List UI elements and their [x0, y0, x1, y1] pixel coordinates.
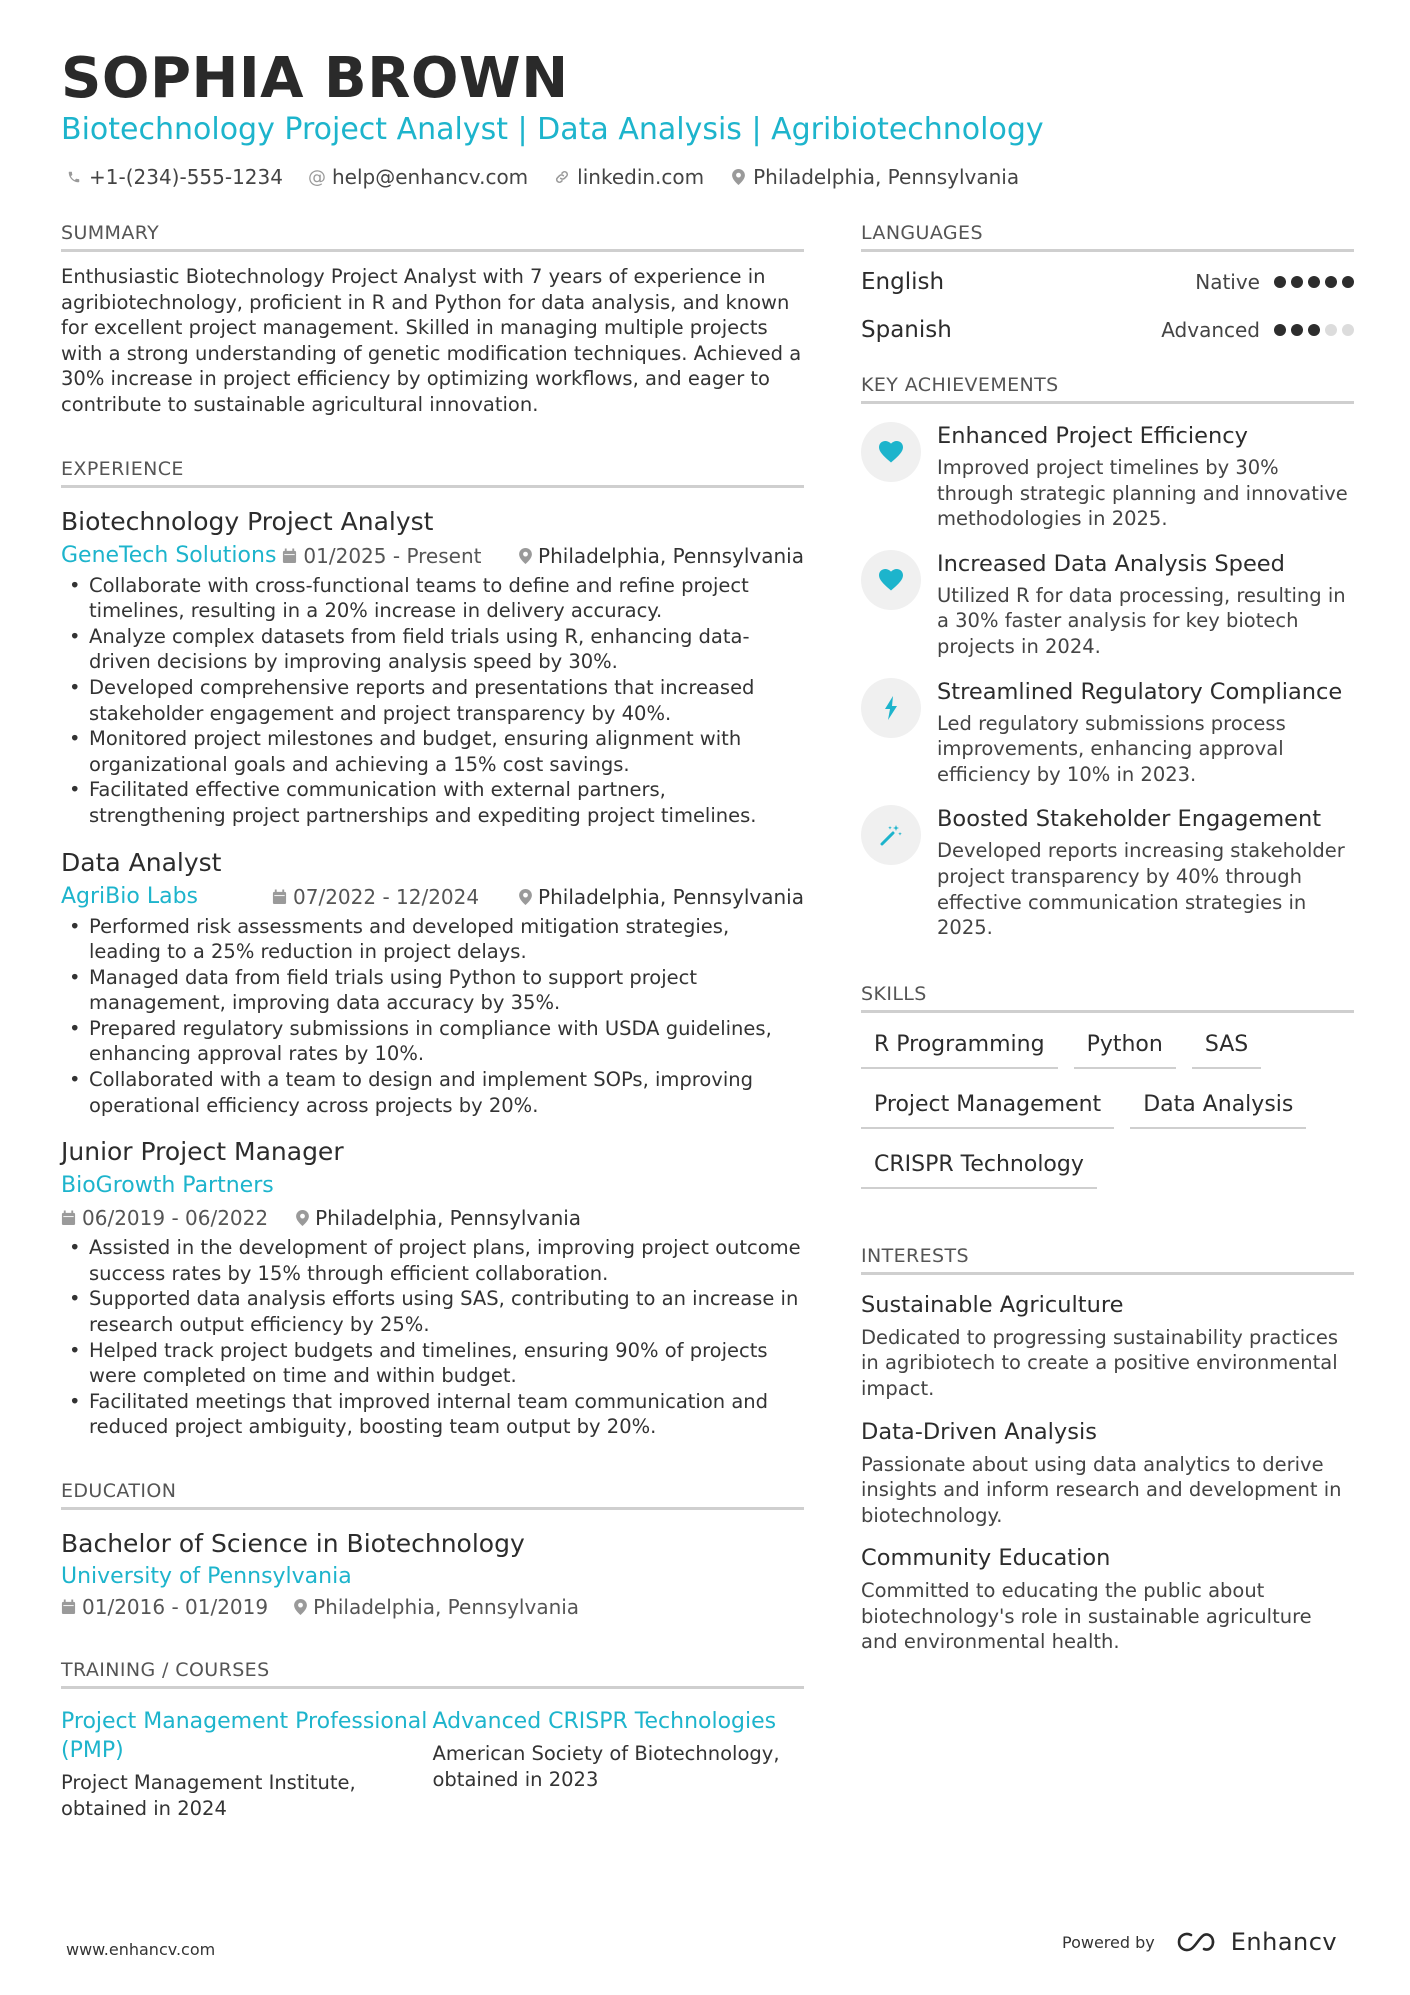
interest-title: Community Education	[861, 1545, 1111, 1572]
language-level: Advanced	[1161, 318, 1260, 342]
course-desc: American Society of Biotechnology, obtained in 2023	[432, 1742, 780, 1791]
bullet: • Collaborated with a team to design and implement SOPs, improving operational efficiency across projects by 20%.	[61, 1067, 804, 1118]
summary-heading: SUMMARY	[61, 222, 804, 252]
bullet: • Analyze complex datasets from field trials using R, enhancing data-driven decisions by improving analysis speed by 30%.	[61, 624, 804, 675]
language-proficiency	[1195, 270, 1354, 294]
course-item	[61, 1707, 433, 1821]
contact-email[interactable]	[309, 165, 528, 189]
achievement-item	[861, 805, 1354, 940]
school-name: University of Pennsylvania	[61, 1564, 352, 1589]
skills-heading: SKILLS	[861, 983, 1354, 1013]
rating-dot-filled	[1291, 276, 1303, 288]
interests-heading: INTERESTS	[861, 1245, 1354, 1275]
company-name: BioGrowth Partners	[61, 1173, 274, 1199]
rating-dot-filled	[1342, 276, 1354, 288]
rating-dot-empty	[1325, 324, 1337, 336]
achievement-body	[937, 422, 1354, 532]
achievement-desc: Improved project timelines by 30% through strategic planning and innovative methodologies in 2025.	[937, 456, 1348, 531]
rating-dot-filled	[1325, 276, 1337, 288]
contact-linkedin-text: linkedin.com	[577, 165, 705, 189]
link-icon	[554, 167, 570, 187]
job-dates	[282, 541, 481, 571]
job-title: Junior Project Manager	[61, 1137, 344, 1167]
job-location	[519, 541, 804, 571]
language-rating	[1274, 324, 1354, 336]
bullet: • Developed comprehensive reports and presentations that increased stakeholder engagement and project transparency by 40%.	[61, 675, 804, 726]
course-title: Advanced CRISPR Technologies	[432, 1709, 777, 1734]
skills-list	[861, 1031, 1354, 1189]
footer-website[interactable]: www.enhancv.com	[66, 1940, 216, 1959]
experience-entry	[61, 506, 804, 829]
language-item	[861, 312, 1354, 348]
job-location-text: Philadelphia, Pennsylvania	[315, 1206, 582, 1231]
location-icon	[519, 548, 532, 564]
interest-title: Sustainable Agriculture	[861, 1291, 1124, 1318]
calendar-icon	[272, 889, 287, 905]
footer-branding[interactable]	[1062, 1928, 1337, 1956]
education-heading: EDUCATION	[61, 1480, 804, 1510]
education-location	[294, 1595, 579, 1619]
experience-entry	[61, 1136, 804, 1440]
achievement-desc: Led regulatory submissions process improvements, enhancing approval efficiency by 10% in 2023.	[937, 711, 1286, 786]
contact-location	[730, 165, 1019, 189]
bullet: • Prepared regulatory submissions in compliance with USDA guidelines, enhancing approval rates by 10%.	[61, 1016, 804, 1067]
skill-tag: R Programming	[861, 1031, 1058, 1069]
job-bullets	[61, 1235, 804, 1440]
bullet: • Supported data analysis efforts using SAS, contributing to an increase in research output efficiency by 25%.	[61, 1286, 804, 1337]
education-location-text: Philadelphia, Pennsylvania	[313, 1595, 580, 1619]
contact-phone-text: +1-(234)-555-1234	[89, 165, 283, 189]
degree-title: Bachelor of Science in Biotechnology	[61, 1529, 525, 1558]
achievement-item	[861, 550, 1354, 660]
interest-item	[861, 1291, 1354, 1402]
candidate-name: SOPHIA BROWN	[61, 46, 569, 111]
course-list	[61, 1707, 804, 1821]
job-location-text: Philadelphia, Pennsylvania	[538, 543, 804, 568]
course-item	[433, 1707, 805, 1821]
achievement-desc: Developed reports increasing stakeholder project transparency by 40% through effective communication strategies in 2025.	[937, 839, 1345, 940]
bullet: • Monitored project milestones and budget, ensuring alignment with organizational goals and achieving a 15% cost savings.	[61, 726, 804, 777]
achievement-body	[937, 805, 1354, 940]
job-location-text: Philadelphia, Pennsylvania	[538, 884, 804, 909]
bullet: • Assisted in the development of project plans, improving project outcome success rates by 15% through efficient collaboration.	[61, 1235, 804, 1286]
rating-dot-filled	[1291, 324, 1303, 336]
achievement-title: Boosted Stakeholder Engagement	[937, 806, 1322, 833]
job-dates-text: 06/2019 - 06/2022	[82, 1206, 269, 1231]
language-name: English	[861, 269, 945, 295]
training-heading: TRAINING / COURSES	[61, 1659, 804, 1689]
job-location	[519, 882, 804, 912]
interest-item	[861, 1418, 1354, 1529]
rating-dot-filled	[1308, 276, 1320, 288]
bullet: • Managed data from field trials using Python to support project management, improving data accuracy by 35%.	[61, 965, 804, 1016]
skill-tag: Python	[1074, 1031, 1176, 1069]
location-icon	[730, 167, 746, 187]
languages-heading: LANGUAGES	[861, 222, 1354, 252]
location-icon	[296, 1210, 309, 1226]
skill-tag: Project Management	[861, 1091, 1114, 1129]
calendar-icon	[61, 1599, 76, 1615]
job-meta	[61, 882, 804, 912]
rating-dot-empty	[1342, 324, 1354, 336]
at-icon: @	[307, 166, 326, 188]
interest-desc: Passionate about using data analytics to derive insights and inform research and development in biotechnology.	[861, 1452, 1342, 1527]
job-dates-text: 07/2022 - 12/2024	[293, 884, 480, 909]
calendar-icon	[61, 1210, 76, 1226]
education-dates-text: 01/2016 - 01/2019	[82, 1595, 269, 1619]
language-name: Spanish	[861, 317, 952, 343]
experience-heading: EXPERIENCE	[61, 458, 804, 488]
job-title: Biotechnology Project Analyst	[61, 506, 434, 536]
interest-title: Data-Driven Analysis	[861, 1418, 1097, 1445]
achievement-desc: Utilized R for data processing, resulting in a 30% faster analysis for key biotech projects in 2024.	[937, 583, 1346, 658]
job-meta	[61, 1203, 804, 1233]
bolt-icon	[861, 678, 921, 738]
language-item	[861, 264, 1354, 300]
job-dates-text: 01/2025 - Present	[303, 543, 482, 568]
company-name: GeneTech Solutions	[61, 542, 277, 568]
achievements-heading: KEY ACHIEVEMENTS	[861, 374, 1354, 404]
location-icon	[294, 1599, 307, 1615]
job-bullets	[61, 573, 804, 829]
powered-by-label: Powered by	[1062, 1932, 1155, 1952]
job-dates	[272, 882, 479, 912]
job-dates	[61, 1203, 268, 1233]
skill-tag: SAS	[1192, 1031, 1261, 1069]
education-dates	[61, 1595, 268, 1619]
skill-tag: Data Analysis	[1130, 1091, 1306, 1129]
rating-dot-filled	[1274, 324, 1286, 336]
bullet: • Performed risk assessments and developed mitigation strategies, leading to a 25% reduction in project delays.	[61, 914, 804, 965]
left-column	[61, 222, 804, 1821]
course-title: Project Management Professional (PMP)	[61, 1709, 428, 1763]
achievement-item	[861, 678, 1354, 788]
achievement-body	[937, 678, 1354, 788]
job-location	[296, 1203, 581, 1233]
contact-email-text: help@enhancv.com	[331, 165, 529, 189]
summary-text: Enthusiastic Biotechnology Project Analyst with 7 years of experience in agribiotechnology, proficient in R and Python for data analysis, and known for excellent project management. Skilled in managing multiple projects with a strong understanding of genetic modification techniques. Achieved a 30% increase in project efficiency by optimizing workflows, and eager to contribute to sustainable agricultural innovation.	[61, 265, 802, 416]
enhancv-logo	[1177, 1928, 1337, 1956]
calendar-icon	[282, 548, 297, 564]
job-meta	[61, 541, 804, 571]
location-icon	[519, 889, 532, 905]
rating-dot-filled	[1274, 276, 1286, 288]
right-column	[861, 222, 1354, 1655]
contact-linkedin[interactable]	[554, 165, 704, 189]
contact-location-text: Philadelphia, Pennsylvania	[753, 165, 1020, 189]
achievement-title: Increased Data Analysis Speed	[937, 550, 1285, 577]
bullet: • Facilitated meetings that improved internal team communication and reduced project ambiguity, boosting team output by 20%.	[61, 1389, 804, 1440]
enhancv-logo-icon	[1177, 1930, 1223, 1954]
job-title: Data Analyst	[61, 847, 222, 877]
achievement-title: Streamlined Regulatory Compliance	[937, 678, 1343, 705]
language-level: Native	[1195, 270, 1260, 294]
achievement-item	[861, 422, 1354, 532]
education-meta	[61, 1595, 804, 1619]
candidate-title: Biotechnology Project Analyst | Data Analysis | Agribiotechnology	[61, 112, 1044, 147]
job-bullets	[61, 914, 804, 1119]
bullet: • Helped track project budgets and timelines, ensuring 90% of projects were completed on time and within budget.	[61, 1338, 804, 1389]
brand-name: Enhancv	[1230, 1928, 1338, 1956]
rating-dot-filled	[1308, 324, 1320, 336]
interest-desc: Dedicated to progressing sustainability practices in agribiotech to create a positive environmental impact.	[861, 1325, 1339, 1400]
achievement-body	[937, 550, 1354, 660]
language-proficiency	[1161, 318, 1354, 342]
bullet: • Collaborate with cross-functional teams to define and refine project timelines, resulting in a 20% increase in delivery accuracy.	[61, 573, 804, 624]
heart-icon	[861, 550, 921, 610]
contact-bar	[66, 165, 1019, 189]
course-desc: Project Management Institute, obtained in 2024	[61, 1771, 356, 1820]
skill-tag: CRISPR Technology	[861, 1151, 1097, 1189]
company-name: AgriBio Labs	[61, 883, 198, 909]
achievement-title: Enhanced Project Efficiency	[937, 423, 1248, 449]
interest-desc: Committed to educating the public about biotechnology's role in sustainable agriculture and environmental health.	[861, 1579, 1312, 1654]
interest-item	[861, 1544, 1354, 1655]
language-rating	[1274, 276, 1354, 288]
magic-wand-icon	[861, 805, 921, 865]
contact-phone[interactable]	[66, 165, 283, 189]
experience-entry	[61, 847, 804, 1119]
bullet: • Facilitated effective communication with external partners, strengthening project partnerships and expediting project timelines.	[61, 777, 804, 828]
phone-icon	[66, 167, 82, 187]
heart-icon	[861, 422, 921, 482]
